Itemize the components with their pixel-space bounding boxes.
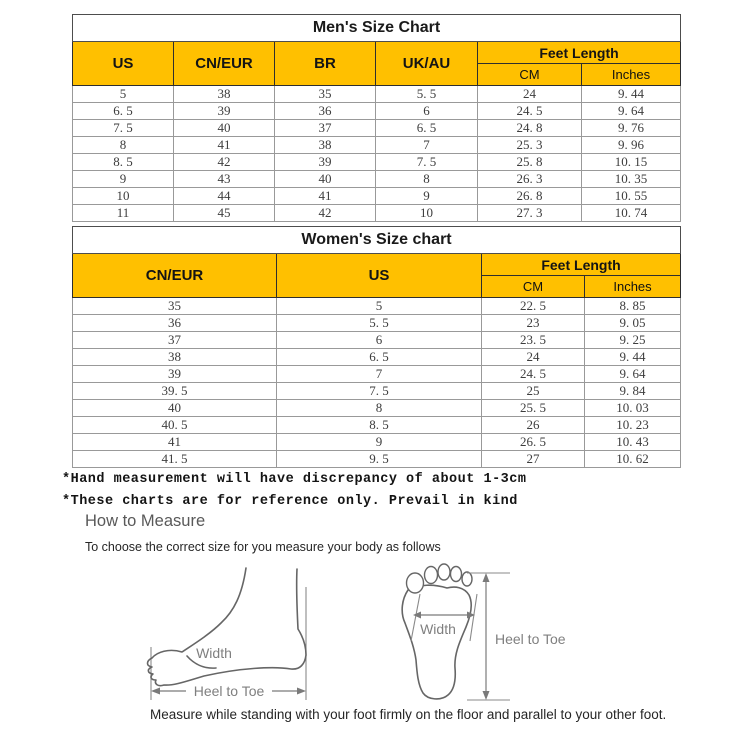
table-cell: 8. 85 — [585, 298, 681, 315]
table-cell: 9. 64 — [582, 103, 681, 120]
table-cell: 40. 5 — [73, 417, 277, 434]
table-cell: 9. 05 — [585, 315, 681, 332]
length-arrowhead-top-icon — [483, 573, 490, 582]
womens-col-us: US — [277, 254, 482, 298]
table-cell: 7. 5 — [277, 383, 482, 400]
table-cell: 36 — [275, 103, 376, 120]
table-row — [73, 137, 681, 154]
table-cell: 10. 35 — [582, 171, 681, 188]
table-cell: 25. 3 — [478, 137, 582, 154]
table-cell: 9. 84 — [585, 383, 681, 400]
side-foot-diagram — [140, 563, 315, 703]
table-cell: 25. 5 — [482, 400, 585, 417]
table-row — [73, 298, 681, 315]
table-row — [73, 154, 681, 171]
table-cell: 26. 8 — [478, 188, 582, 205]
table-cell: 37 — [275, 120, 376, 137]
table-row — [73, 205, 681, 222]
table-cell: 6 — [376, 103, 478, 120]
table-cell: 8 — [73, 137, 174, 154]
table-row — [73, 400, 681, 417]
table-cell: 9. 25 — [585, 332, 681, 349]
table-cell: 9. 96 — [582, 137, 681, 154]
width-guide-left — [411, 594, 420, 641]
big-toe-icon — [407, 573, 424, 593]
table-cell: 39 — [275, 154, 376, 171]
length-arrowhead-bottom-icon — [483, 691, 490, 700]
table-cell: 25. 8 — [478, 154, 582, 171]
table-cell: 40 — [174, 120, 275, 137]
table-cell: 7. 5 — [73, 120, 174, 137]
table-cell: 26. 3 — [478, 171, 582, 188]
table-cell: 6. 5 — [73, 103, 174, 120]
table-cell: 9. 64 — [585, 366, 681, 383]
table-cell: 10 — [73, 188, 174, 205]
table-cell: 9. 44 — [582, 86, 681, 103]
mens-col-feet-length: Feet Length — [478, 42, 681, 64]
table-cell: 26 — [482, 417, 585, 434]
side-heel-to-toe-label: Heel to Toe — [193, 683, 265, 699]
measure-caption: Measure while standing with your foot firmly on the floor and parallel to your other foot. — [150, 707, 667, 722]
table-cell: 35 — [73, 298, 277, 315]
table-cell: 22. 5 — [482, 298, 585, 315]
table-cell: 24. 5 — [478, 103, 582, 120]
mens-col-br: BR — [275, 42, 376, 86]
table-row — [73, 171, 681, 188]
table-cell: 39. 5 — [73, 383, 277, 400]
table-cell: 7. 5 — [376, 154, 478, 171]
little-toe-icon — [462, 572, 472, 586]
table-cell: 44 — [174, 188, 275, 205]
table-cell: 39 — [174, 103, 275, 120]
table-cell: 9. 44 — [585, 349, 681, 366]
table-cell: 10. 74 — [582, 205, 681, 222]
table-cell: 43 — [174, 171, 275, 188]
note-reference-only: *These charts are for reference only. Prevail in kind — [62, 494, 518, 509]
top-foot-diagram — [395, 556, 570, 706]
mens-col-inches: Inches — [582, 64, 681, 86]
table-cell: 36 — [73, 315, 277, 332]
table-cell: 10. 55 — [582, 188, 681, 205]
table-cell: 35 — [275, 86, 376, 103]
table-cell: 41 — [174, 137, 275, 154]
table-cell: 10. 23 — [585, 417, 681, 434]
mens-col-cn-eur: CN/EUR — [174, 42, 275, 86]
table-cell: 42 — [174, 154, 275, 171]
table-cell: 9 — [73, 171, 174, 188]
table-cell: 5 — [277, 298, 482, 315]
table-cell: 41 — [73, 434, 277, 451]
table-cell: 38 — [73, 349, 277, 366]
table-cell: 23 — [482, 315, 585, 332]
mens-table-body — [73, 86, 681, 222]
table-cell: 8 — [277, 400, 482, 417]
table-row — [73, 434, 681, 451]
table-row — [73, 315, 681, 332]
table-row — [73, 188, 681, 205]
mens-table-header — [73, 15, 681, 86]
table-cell: 25 — [482, 383, 585, 400]
table-cell: 5. 5 — [376, 86, 478, 103]
table-row — [73, 120, 681, 137]
size-tables — [72, 14, 680, 468]
womens-size-table — [72, 226, 681, 468]
womens-col-cn-eur: CN/EUR — [73, 254, 277, 298]
table-cell: 7 — [376, 137, 478, 154]
table-cell: 10. 62 — [585, 451, 681, 468]
mens-col-uk-au: UK/AU — [376, 42, 478, 86]
table-cell: 45 — [174, 205, 275, 222]
table-cell: 40 — [275, 171, 376, 188]
table-cell: 8. 5 — [73, 154, 174, 171]
top-heel-to-toe-label: Heel to Toe — [495, 631, 566, 647]
how-to-measure-heading: How to Measure — [85, 512, 206, 530]
table-row — [73, 451, 681, 468]
womens-table-title: Women's Size chart — [73, 227, 681, 254]
table-cell: 6. 5 — [277, 349, 482, 366]
fourth-toe-icon — [451, 567, 462, 582]
table-cell: 7 — [277, 366, 482, 383]
how-to-measure-subtitle: To choose the correct size for you measure your body as follows — [85, 540, 441, 554]
table-row — [73, 332, 681, 349]
womens-table-body — [73, 298, 681, 468]
table-cell: 10 — [376, 205, 478, 222]
second-toe-icon — [425, 567, 438, 584]
table-cell: 9 — [376, 188, 478, 205]
note-hand-measurement: *Hand measurement will have discrepancy of about 1-3cm — [62, 472, 527, 487]
table-cell: 37 — [73, 332, 277, 349]
table-cell: 5. 5 — [277, 315, 482, 332]
table-cell: 27 — [482, 451, 585, 468]
table-cell: 40 — [73, 400, 277, 417]
table-cell: 39 — [73, 366, 277, 383]
table-row — [73, 349, 681, 366]
womens-col-feet-length: Feet Length — [482, 254, 681, 276]
table-cell: 23. 5 — [482, 332, 585, 349]
table-cell: 8 — [376, 171, 478, 188]
table-cell: 42 — [275, 205, 376, 222]
side-foot-outline-icon — [148, 568, 307, 686]
womens-table-header — [73, 227, 681, 298]
table-cell: 9. 76 — [582, 120, 681, 137]
table-cell: 9 — [277, 434, 482, 451]
table-cell: 6 — [277, 332, 482, 349]
table-row — [73, 103, 681, 120]
table-cell: 24 — [482, 349, 585, 366]
mens-size-table — [72, 14, 681, 222]
table-cell: 41. 5 — [73, 451, 277, 468]
table-cell: 10. 43 — [585, 434, 681, 451]
table-cell: 38 — [174, 86, 275, 103]
table-cell: 24. 5 — [482, 366, 585, 383]
table-cell: 10. 03 — [585, 400, 681, 417]
table-row — [73, 417, 681, 434]
table-row — [73, 366, 681, 383]
table-row — [73, 383, 681, 400]
table-cell: 26. 5 — [482, 434, 585, 451]
womens-col-inches: Inches — [585, 276, 681, 298]
table-cell: 10. 15 — [582, 154, 681, 171]
mens-col-us: US — [73, 42, 174, 86]
table-cell: 38 — [275, 137, 376, 154]
side-width-label: Width — [196, 645, 232, 661]
top-width-label: Width — [420, 621, 456, 637]
left-arrowhead-icon — [151, 688, 160, 695]
mens-col-cm: CM — [478, 64, 582, 86]
footprint-outline-icon — [402, 585, 471, 699]
mens-table-title: Men's Size Chart — [73, 15, 681, 42]
womens-col-cm: CM — [482, 276, 585, 298]
table-cell: 27. 3 — [478, 205, 582, 222]
right-arrowhead-icon — [297, 688, 306, 695]
table-cell: 24. 8 — [478, 120, 582, 137]
table-cell: 8. 5 — [277, 417, 482, 434]
table-cell: 11 — [73, 205, 174, 222]
table-cell: 41 — [275, 188, 376, 205]
table-cell: 5 — [73, 86, 174, 103]
third-toe-icon — [438, 564, 450, 580]
table-row — [73, 86, 681, 103]
table-cell: 24 — [478, 86, 582, 103]
table-cell: 6. 5 — [376, 120, 478, 137]
table-cell: 9. 5 — [277, 451, 482, 468]
